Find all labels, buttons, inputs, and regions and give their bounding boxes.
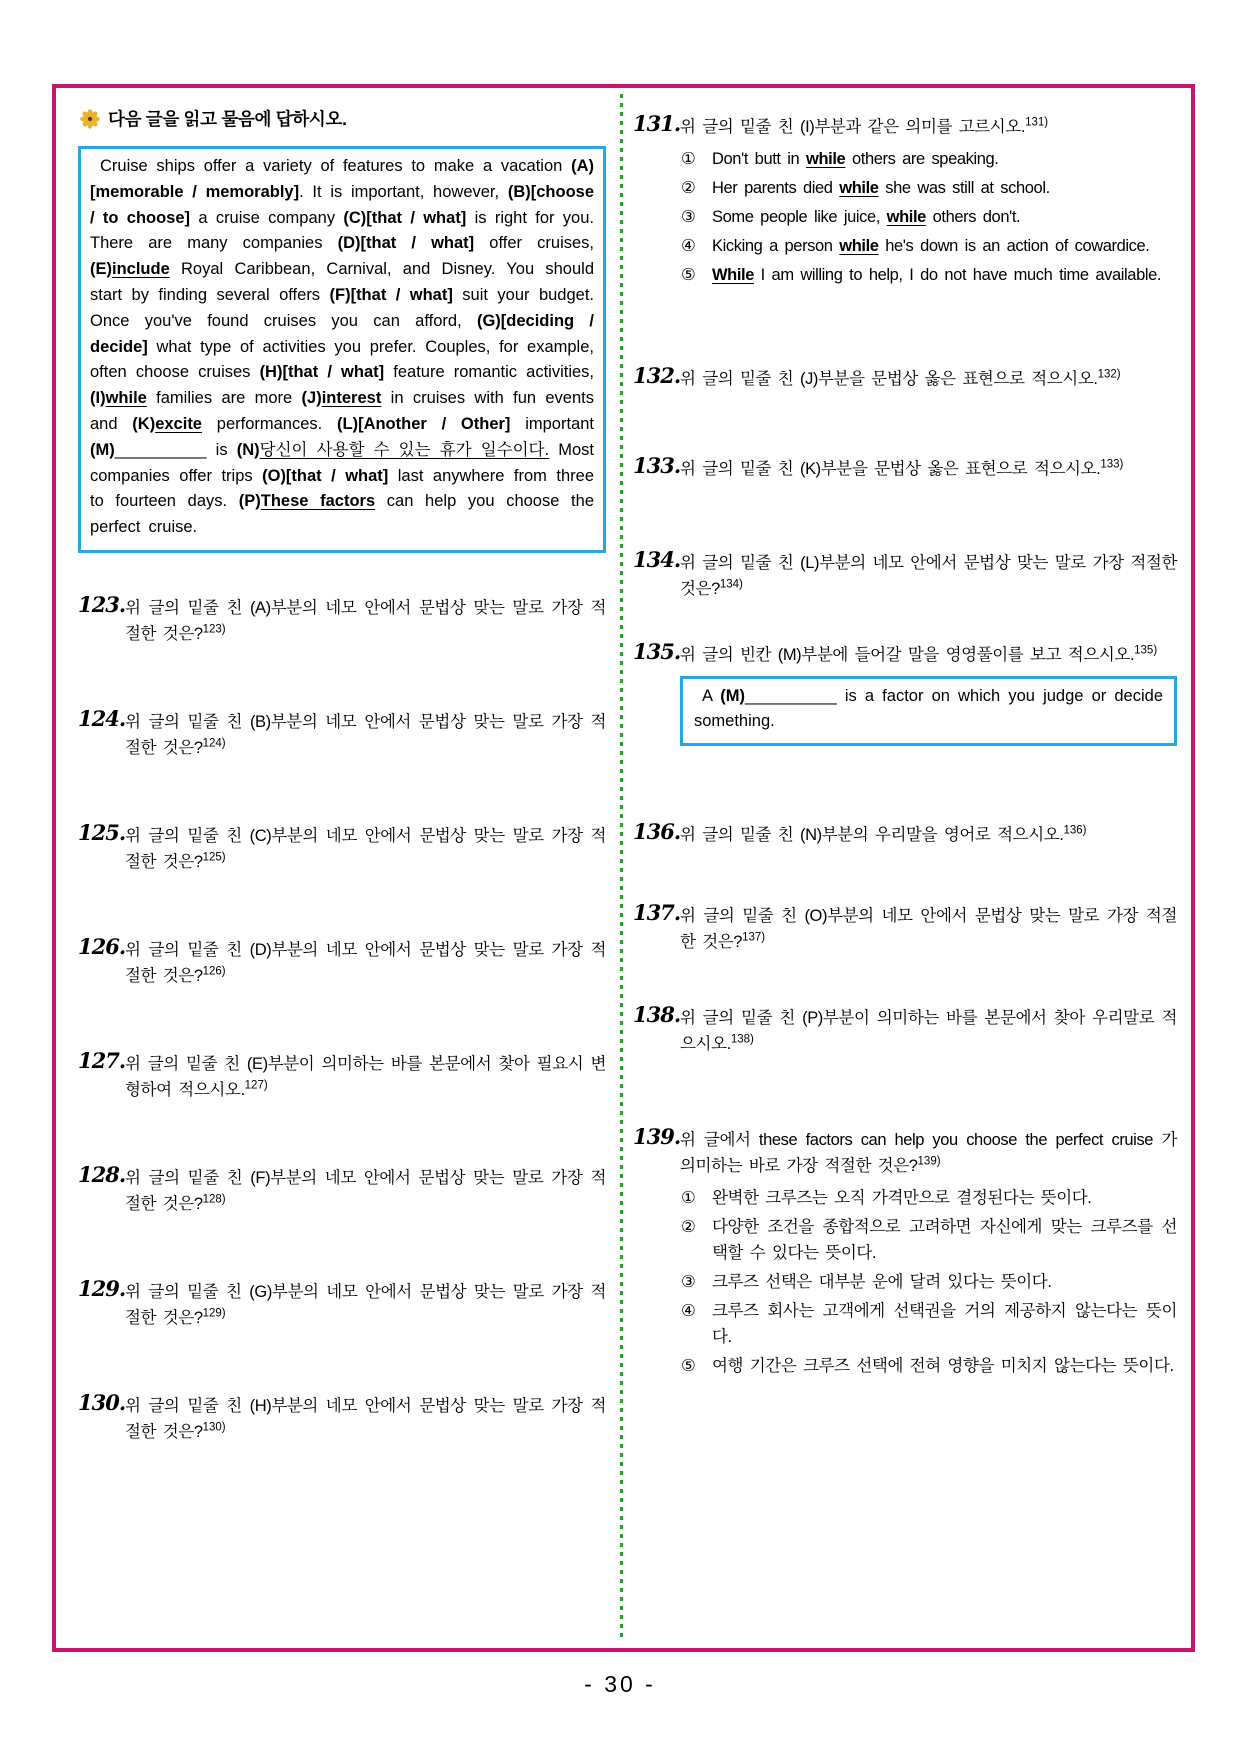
question-number: 130. — [78, 1389, 126, 1415]
text-segment: (N) — [236, 440, 260, 459]
question-number: 124. — [78, 705, 126, 731]
question-text — [680, 118, 1048, 136]
text-segment: is right for you. There are many companies — [90, 208, 594, 253]
text-segment: (H)[that / what] — [259, 363, 385, 382]
question — [78, 591, 606, 647]
question-text — [125, 599, 606, 643]
question — [78, 1389, 606, 1445]
text-segment: families are more — [146, 389, 302, 408]
footnote-ref: 132) — [1097, 368, 1121, 381]
text-segment: Some people like juice, — [712, 208, 887, 226]
footnote-ref: 138) — [730, 1033, 754, 1046]
footnote-ref: 135) — [1134, 644, 1158, 657]
question — [633, 900, 1177, 955]
text-segment: (E) — [90, 260, 112, 279]
question — [633, 111, 1177, 288]
answer-option — [680, 1185, 1177, 1211]
question-text — [680, 1131, 1177, 1175]
text-segment: important — [510, 414, 594, 433]
footnote-ref: 137) — [742, 931, 766, 944]
question-number: 134. — [633, 547, 681, 572]
question — [633, 453, 1177, 482]
section-instruction — [80, 106, 606, 131]
question-text — [680, 646, 1157, 664]
question-text — [125, 1169, 606, 1213]
text-segment: 여행 기간은 크루즈 선택에 전혀 영향을 미치지 않는다는 뜻이다. — [712, 1357, 1174, 1375]
instruction-label: 다음 글을 읽고 물음에 답하시오. — [108, 109, 347, 129]
text-segment: while — [806, 150, 846, 168]
option-number: ① — [681, 1189, 696, 1207]
text-segment: (K) — [132, 414, 156, 433]
text-segment: 위 글의 밑줄 친 (G)부분의 네모 안에서 문법상 맞는 말로 가장 적절한 것은? — [125, 1282, 606, 1327]
text-segment: These factors — [260, 492, 376, 511]
question — [633, 639, 1177, 746]
footnote-ref: 134) — [719, 578, 743, 591]
text-segment: (J) — [301, 389, 322, 408]
text-segment: While — [712, 266, 754, 284]
answer-option — [680, 1298, 1177, 1350]
option-number: ④ — [681, 237, 696, 255]
text-segment: 크루즈 선택은 대부분 운에 달려 있다는 뜻이다. — [712, 1273, 1052, 1291]
text-segment: (M) — [90, 440, 115, 459]
option-number: ② — [681, 179, 696, 197]
question-text — [125, 1283, 606, 1327]
footnote-ref: 127) — [244, 1079, 268, 1092]
text-segment: while — [886, 208, 926, 226]
text-segment: offer cruises, — [474, 234, 594, 253]
text-segment: Don't butt in — [712, 150, 807, 168]
text-segment: interest — [321, 389, 382, 408]
text-segment: while — [105, 389, 147, 408]
text-segment: feature romantic activities, — [384, 363, 594, 382]
text-segment: 위 글의 밑줄 친 (H)부분의 네모 안에서 문법상 맞는 말로 가장 적절한 것은? — [125, 1396, 606, 1441]
question-number: 138. — [633, 1002, 681, 1027]
text-segment: 위 글의 밑줄 친 (K)부분을 문법상 옳은 표현으로 적으시오. — [680, 460, 1101, 478]
text-segment: 위 글의 밑줄 친 (D)부분의 네모 안에서 문법상 맞는 말로 가장 적절한 것은? — [125, 940, 606, 985]
option-list — [680, 1185, 1177, 1379]
answer-option — [680, 175, 1177, 201]
text-segment: __________ is — [114, 440, 237, 459]
text-segment: Kicking a person — [712, 237, 840, 255]
footnote-ref: 128) — [202, 1193, 226, 1206]
answer-option — [680, 262, 1177, 288]
text-segment: 위 글의 밑줄 친 (O)부분의 네모 안에서 문법상 맞는 말로 가장 적절한 것은? — [680, 907, 1177, 951]
question — [633, 819, 1177, 848]
text-segment: in cruises with fun events and — [90, 389, 594, 433]
text-segment: (B)[choose / to choose] — [90, 182, 595, 227]
text-segment: Cruise ships offer a variety of features to make a vacation — [100, 157, 572, 175]
answer-option — [680, 1353, 1177, 1379]
footnote-ref: 126) — [202, 965, 226, 978]
page-number: - 30 - — [584, 1671, 656, 1697]
question — [78, 933, 606, 989]
text-segment: (L)[Another / Other] — [337, 414, 511, 433]
question-text — [680, 554, 1177, 598]
text-segment: can help you choose the perfect cruise. — [90, 492, 594, 537]
question-number: 123. — [78, 591, 126, 617]
option-number: ③ — [681, 208, 696, 226]
question — [633, 1002, 1177, 1057]
text-segment: she was still at school. — [878, 179, 1050, 197]
text-segment: 당신이 사용할 수 있는 휴가 일수이다. — [259, 440, 550, 459]
text-segment: 위 글의 밑줄 친 (L)부분의 네모 안에서 문법상 맞는 말로 가장 적절한 것은? — [680, 554, 1177, 598]
text-segment: performances. — [202, 414, 337, 433]
question-number: 129. — [78, 1275, 126, 1301]
question-text — [125, 1055, 606, 1099]
question — [78, 1047, 606, 1103]
question-text — [125, 827, 606, 871]
question-number: 132. — [633, 363, 681, 388]
question-text — [680, 460, 1123, 478]
question — [78, 1275, 606, 1331]
text-segment: 위 글의 밑줄 친 (J)부분을 문법상 옳은 표현으로 적으시오. — [680, 370, 1098, 388]
text-segment: 위 글의 밑줄 친 (P)부분이 의미하는 바를 본문에서 찾아 우리말로 적으시오. — [680, 1009, 1177, 1053]
option-number: ③ — [681, 1273, 696, 1291]
answer-option — [680, 204, 1177, 230]
question-text — [125, 1397, 606, 1441]
question — [633, 1124, 1177, 1379]
text-segment: 위 글의 밑줄 친 (C)부분의 네모 안에서 문법상 맞는 말로 가장 적절한 것은? — [125, 826, 606, 871]
question-number: 127. — [78, 1047, 126, 1073]
footnote-ref: 129) — [202, 1307, 226, 1320]
text-segment: while — [839, 179, 879, 197]
option-list — [680, 146, 1177, 288]
question-text — [680, 826, 1087, 844]
text-segment: . It is important, however, — [299, 182, 508, 201]
text-segment: others don't. — [925, 208, 1021, 226]
left-column — [56, 88, 620, 1648]
question-text — [680, 907, 1177, 951]
passage-box — [78, 146, 606, 553]
text-segment: these factors can help you choose the perfect cruise — [758, 1131, 1154, 1149]
text-segment: (D)[that / what] — [337, 234, 475, 253]
text-segment: (O)[that / what] — [262, 466, 389, 485]
text-segment: 크루즈 회사는 고객에게 선택권을 거의 제공하지 않는다는 뜻이다. — [712, 1302, 1177, 1346]
answer-option — [680, 233, 1177, 259]
text-segment: others are speaking. — [845, 150, 999, 168]
footnote-ref: 131) — [1025, 116, 1049, 129]
text-segment: (I) — [90, 389, 106, 408]
text-segment: last anywhere from three to fourteen days. — [90, 466, 594, 511]
question-text — [125, 713, 606, 757]
question — [78, 819, 606, 875]
passage-text — [90, 154, 594, 541]
text-segment: 위 글의 밑줄 친 (E)부분이 의미하는 바를 본문에서 찾아 필요시 변형하여 적으시오. — [125, 1054, 606, 1099]
question — [633, 363, 1177, 392]
text-segment: 위 글의 밑줄 친 (F)부분의 네모 안에서 문법상 맞는 말로 가장 적절한 것은? — [125, 1168, 606, 1213]
text-segment: (A)[memorable / memorably] — [90, 157, 594, 201]
question-number: 126. — [78, 933, 126, 959]
text-segment: suit your budget. Once you've found cruises you can afford, — [90, 285, 595, 330]
footnote-ref: 139) — [917, 1155, 941, 1168]
question-number: 136. — [633, 819, 681, 844]
text-segment: Her parents died — [712, 179, 840, 197]
answer-option — [680, 1269, 1177, 1295]
text-segment: excite — [155, 414, 202, 433]
text-segment: 다양한 조건을 종합적으로 고려하면 자신에게 맞는 크루즈를 선택할 수 있다는 뜻이다. — [712, 1218, 1177, 1262]
answer-option — [680, 1214, 1177, 1266]
text-segment: Royal Caribbean, Carnival, and Disney. You should start by finding several offers — [90, 260, 594, 304]
text-segment: 가 의미하는 바로 가장 적절한 것은? — [680, 1131, 1177, 1175]
question — [78, 1161, 606, 1217]
definition-box — [680, 676, 1177, 746]
question-number: 125. — [78, 819, 126, 845]
option-number: ② — [681, 1218, 696, 1236]
flower-icon — [80, 109, 100, 129]
text-segment: (M) — [720, 687, 745, 705]
question-number: 131. — [633, 111, 681, 136]
text-segment: what type of activities you prefer. Couples, for example, often choose cruises — [90, 337, 594, 382]
answer-option — [680, 146, 1177, 172]
footnote-ref: 136) — [1063, 824, 1087, 837]
text-segment: 위 글의 밑줄 친 (A)부분의 네모 안에서 문법상 맞는 말로 가장 적절한 것은? — [125, 598, 606, 643]
text-segment: 위 글의 밑줄 친 (I)부분과 같은 의미를 고르시오. — [680, 118, 1026, 136]
text-segment: Most companies offer trips — [90, 440, 595, 485]
text-segment: a cruise company — [190, 208, 344, 227]
question-number: 128. — [78, 1161, 126, 1187]
option-number: ④ — [681, 1302, 696, 1320]
question-text — [680, 1009, 1177, 1053]
text-segment: (C)[that / what] — [343, 208, 467, 227]
text-segment: (F)[that / what] — [329, 285, 453, 304]
text-segment: 위 글에서 — [680, 1131, 759, 1149]
question-number: 133. — [633, 453, 681, 478]
right-column — [623, 88, 1191, 1648]
footnote-ref: 123) — [202, 623, 226, 636]
text-segment: 완벽한 크루즈는 오직 가격만으로 결정된다는 뜻이다. — [712, 1189, 1092, 1207]
question-number: 137. — [633, 900, 681, 925]
option-number: ⑤ — [681, 266, 696, 284]
question — [78, 705, 606, 761]
question — [633, 547, 1177, 602]
text-segment: while — [839, 237, 879, 255]
footnote-ref: 124) — [202, 737, 226, 750]
question-text — [680, 370, 1121, 388]
text-segment: (P) — [238, 492, 261, 511]
right-question-list — [633, 111, 1177, 1379]
text-segment: 위 글의 밑줄 친 (B)부분의 네모 안에서 문법상 맞는 말로 가장 적절한 것은? — [125, 712, 606, 757]
text-segment: I am willing to help, I do not have much time available. — [754, 266, 1162, 284]
option-number: ① — [681, 150, 696, 168]
text-segment: (G)[deciding / decide] — [90, 311, 594, 356]
text-segment: he's down is an action of cowardice. — [878, 237, 1150, 255]
left-question-list — [78, 591, 606, 1445]
question-number: 139. — [633, 1124, 681, 1149]
question-text — [125, 941, 606, 985]
text-segment: 위 글의 밑줄 친 (N)부분의 우리말을 영어로 적으시오. — [680, 826, 1064, 844]
text-segment: A — [702, 687, 721, 705]
question-number: 135. — [633, 639, 681, 664]
footnote-ref: 125) — [202, 851, 226, 864]
footnote-ref: 130) — [202, 1421, 226, 1434]
footnote-ref: 133) — [1100, 458, 1124, 471]
text-segment: __________ is a factor on which you judge or decide something. — [694, 687, 1163, 730]
text-segment: include — [112, 260, 170, 279]
page-frame — [52, 84, 1195, 1652]
text-segment: 위 글의 빈칸 (M)부분에 들어갈 말을 영영풀이를 보고 적으시오. — [680, 646, 1135, 664]
option-number: ⑤ — [681, 1357, 696, 1375]
